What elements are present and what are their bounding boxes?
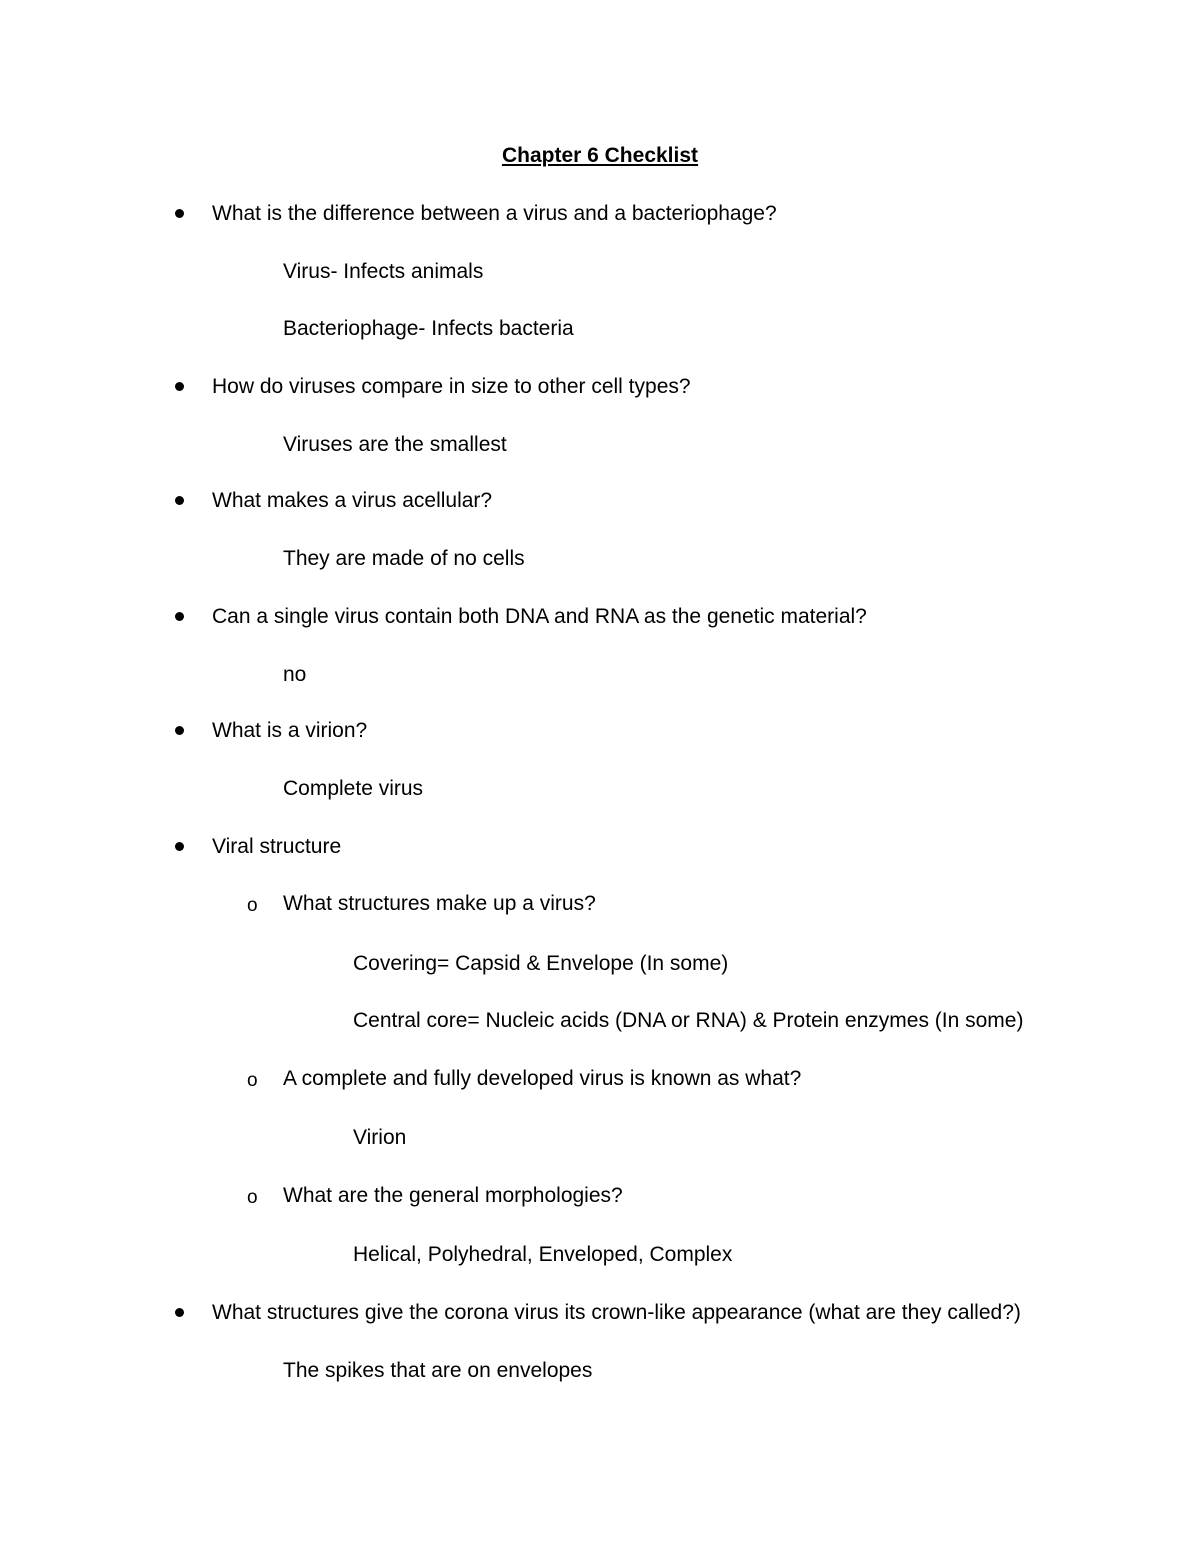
question-text: Can a single virus contain both DNA and RNA as the genetic material? <box>212 605 867 628</box>
answer-text: Helical, Polyhedral, Enveloped, Complex <box>353 1243 733 1266</box>
question-text: What structures give the corona virus its crown-like appearance (what are they called?) <box>212 1301 1021 1324</box>
bullet-icon <box>175 612 184 621</box>
answer-text: Central core= Nucleic acids (DNA or RNA) & Protein enzymes (In some) <box>353 1009 1024 1032</box>
sub-question-text: A complete and fully developed virus is known as what? <box>283 1067 802 1090</box>
page-title: Chapter 6 Checklist <box>501 144 699 167</box>
bullet-icon <box>175 842 184 851</box>
question-text: What is a virion? <box>212 719 368 742</box>
answer-text: The spikes that are on envelopes <box>283 1359 593 1382</box>
answer-text: no <box>283 663 307 686</box>
bullet-icon <box>175 726 184 735</box>
bullet-icon <box>175 496 184 505</box>
answer-text: Virus- Infects animals <box>283 260 484 283</box>
sub-question-text: What are the general morphologies? <box>283 1184 623 1207</box>
sub-bullet-icon: o <box>247 1187 258 1208</box>
bullet-icon <box>175 209 184 218</box>
sub-bullet-icon: o <box>247 895 258 916</box>
answer-text: Complete virus <box>283 777 424 800</box>
question-text: How do viruses compare in size to other cell types? <box>212 375 691 398</box>
answer-text: Covering= Capsid & Envelope (In some) <box>353 952 729 975</box>
bullet-icon <box>175 1308 184 1317</box>
answer-text: Virion <box>353 1126 407 1149</box>
question-text: Viral structure <box>212 835 342 858</box>
question-text: What makes a virus acellular? <box>212 489 493 512</box>
bullet-icon <box>175 382 184 391</box>
sub-question-text: What structures make up a virus? <box>283 892 596 915</box>
answer-text: Bacteriophage- Infects bacteria <box>283 317 574 340</box>
sub-bullet-icon: o <box>247 1070 258 1091</box>
answer-text: Viruses are the smallest <box>283 433 507 456</box>
question-text: What is the difference between a virus and a bacteriophage? <box>212 202 777 225</box>
answer-text: They are made of no cells <box>283 547 525 570</box>
